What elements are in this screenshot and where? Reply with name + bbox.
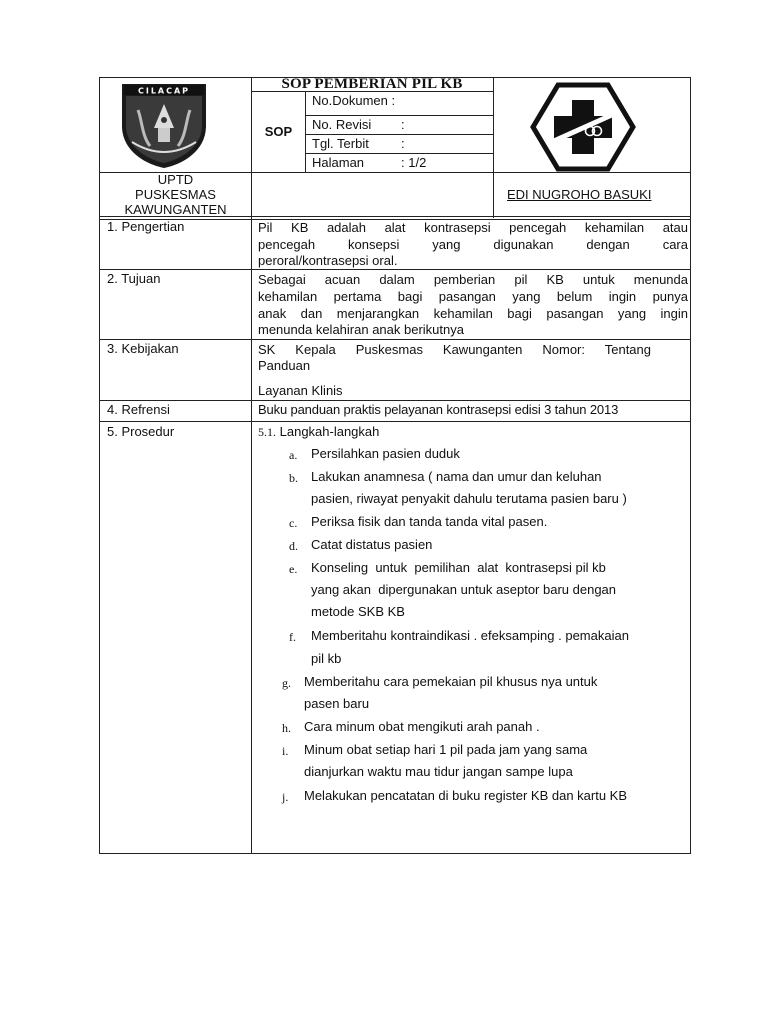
prosedur-subheading xyxy=(258,424,379,440)
row-label-pengertian: 1. Pengertian xyxy=(107,219,185,234)
step-line: metode SKB KB xyxy=(311,604,405,619)
sop-label: SOP xyxy=(264,124,293,139)
step-marker: c. xyxy=(289,516,298,530)
step-marker: e. xyxy=(289,562,298,576)
row-label-refrensi: 4. Refrensi xyxy=(107,402,170,417)
step-line: pasien, riwayat penyakit dahulu terutama pasien baru ) xyxy=(311,491,627,506)
step-marker: h. xyxy=(282,721,291,735)
text-line: Panduan xyxy=(258,358,311,373)
text-line: anak dan menjarangkan kehamilan bagi pasangan yang ingin xyxy=(258,306,688,321)
step-line: Catat distatus pasien xyxy=(311,537,433,552)
step-marker: f. xyxy=(289,630,296,644)
field-value: : xyxy=(401,117,405,132)
step-line: Persilahkan pasien duduk xyxy=(311,446,460,461)
sub-number: 5.1. xyxy=(258,425,276,439)
sub-title: Langkah-langkah xyxy=(279,424,380,439)
step-marker: a. xyxy=(289,448,298,462)
step-line: Lakukan anamnesa ( nama dan umur dan keluhan xyxy=(311,469,602,484)
puskesmas-logo xyxy=(530,82,636,172)
refrensi-text: Buku panduan praktis pelayanan kontrasepsi edisi 3 tahun 2013 xyxy=(258,402,619,417)
step-line: Periksa fisik dan tanda tanda vital pasen. xyxy=(311,514,548,529)
step-marker: i. xyxy=(282,744,289,758)
text-line: kehamilan pertama bagi pasangan yang belum ingin punya xyxy=(258,289,688,304)
step-marker: j. xyxy=(282,790,289,804)
row-label-tujuan: 2. Tujuan xyxy=(107,271,161,286)
step-line: Memberitahu kontraindikasi . efeksamping . pemakaian xyxy=(311,628,629,643)
org-line: PUSKESMAS xyxy=(135,187,216,202)
step-line: dianjurkan waktu mau tidur jangan sampe lupa xyxy=(304,764,573,779)
org-line: KAWUNGANTEN xyxy=(124,202,227,217)
step-line: Minum obat setiap hari 1 pil pada jam yang sama xyxy=(304,742,588,757)
text-line: peroral/kontrasepsi oral. xyxy=(258,253,398,268)
cilacap-logo xyxy=(118,80,210,170)
step-line: pil kb xyxy=(311,651,342,666)
signer-name: EDI NUGROHO BASUKI xyxy=(507,187,652,202)
step-line: Konseling untuk pemilihan alat kontrasepsi pil kb xyxy=(311,560,606,575)
step-line: pasen baru xyxy=(304,696,370,711)
step-line: Memberitahu cara pemekaian pil khusus nya untuk xyxy=(304,674,598,689)
field-label: Tgl. Terbit xyxy=(312,136,369,151)
text-line: menunda kelahiran anak berikutnya xyxy=(258,322,464,337)
field-value: : xyxy=(401,136,405,151)
row-label-kebijakan: 3. Kebijakan xyxy=(107,341,179,356)
org-line: UPTD xyxy=(157,172,194,187)
field-label: No.Dokumen : xyxy=(312,93,396,108)
text-line: Pil KB adalah alat kontrasepsi pencegah kehamilan atau xyxy=(258,220,688,235)
text-line: Layanan Klinis xyxy=(258,383,343,398)
step-marker: d. xyxy=(289,539,298,553)
text-line: SK Kepala Puskesmas Kawunganten Nomor: Tentang xyxy=(258,342,651,357)
svg-text:CILACAP: CILACAP xyxy=(137,86,191,96)
document-title: SOP PEMBERIAN PIL KB xyxy=(281,76,463,92)
step-line: Melakukan pencatatan di buku register KB dan kartu KB xyxy=(304,788,628,803)
field-label: No. Revisi xyxy=(312,117,372,132)
field-label: Halaman xyxy=(312,155,365,170)
text-line: pencegah konsepsi yang digunakan dengan cara xyxy=(258,237,688,252)
step-line: yang akan dipergunakan untuk aseptor baru dengan xyxy=(311,582,617,597)
step-line: Cara minum obat mengikuti arah panah . xyxy=(304,719,540,734)
row-label-prosedur: 5. Prosedur xyxy=(107,424,175,439)
text-line: Sebagai acuan dalam pemberian pil KB untuk menunda xyxy=(258,272,688,287)
field-value: : 1/2 xyxy=(401,155,427,170)
step-marker: b. xyxy=(289,471,298,485)
step-marker: g. xyxy=(282,676,291,690)
